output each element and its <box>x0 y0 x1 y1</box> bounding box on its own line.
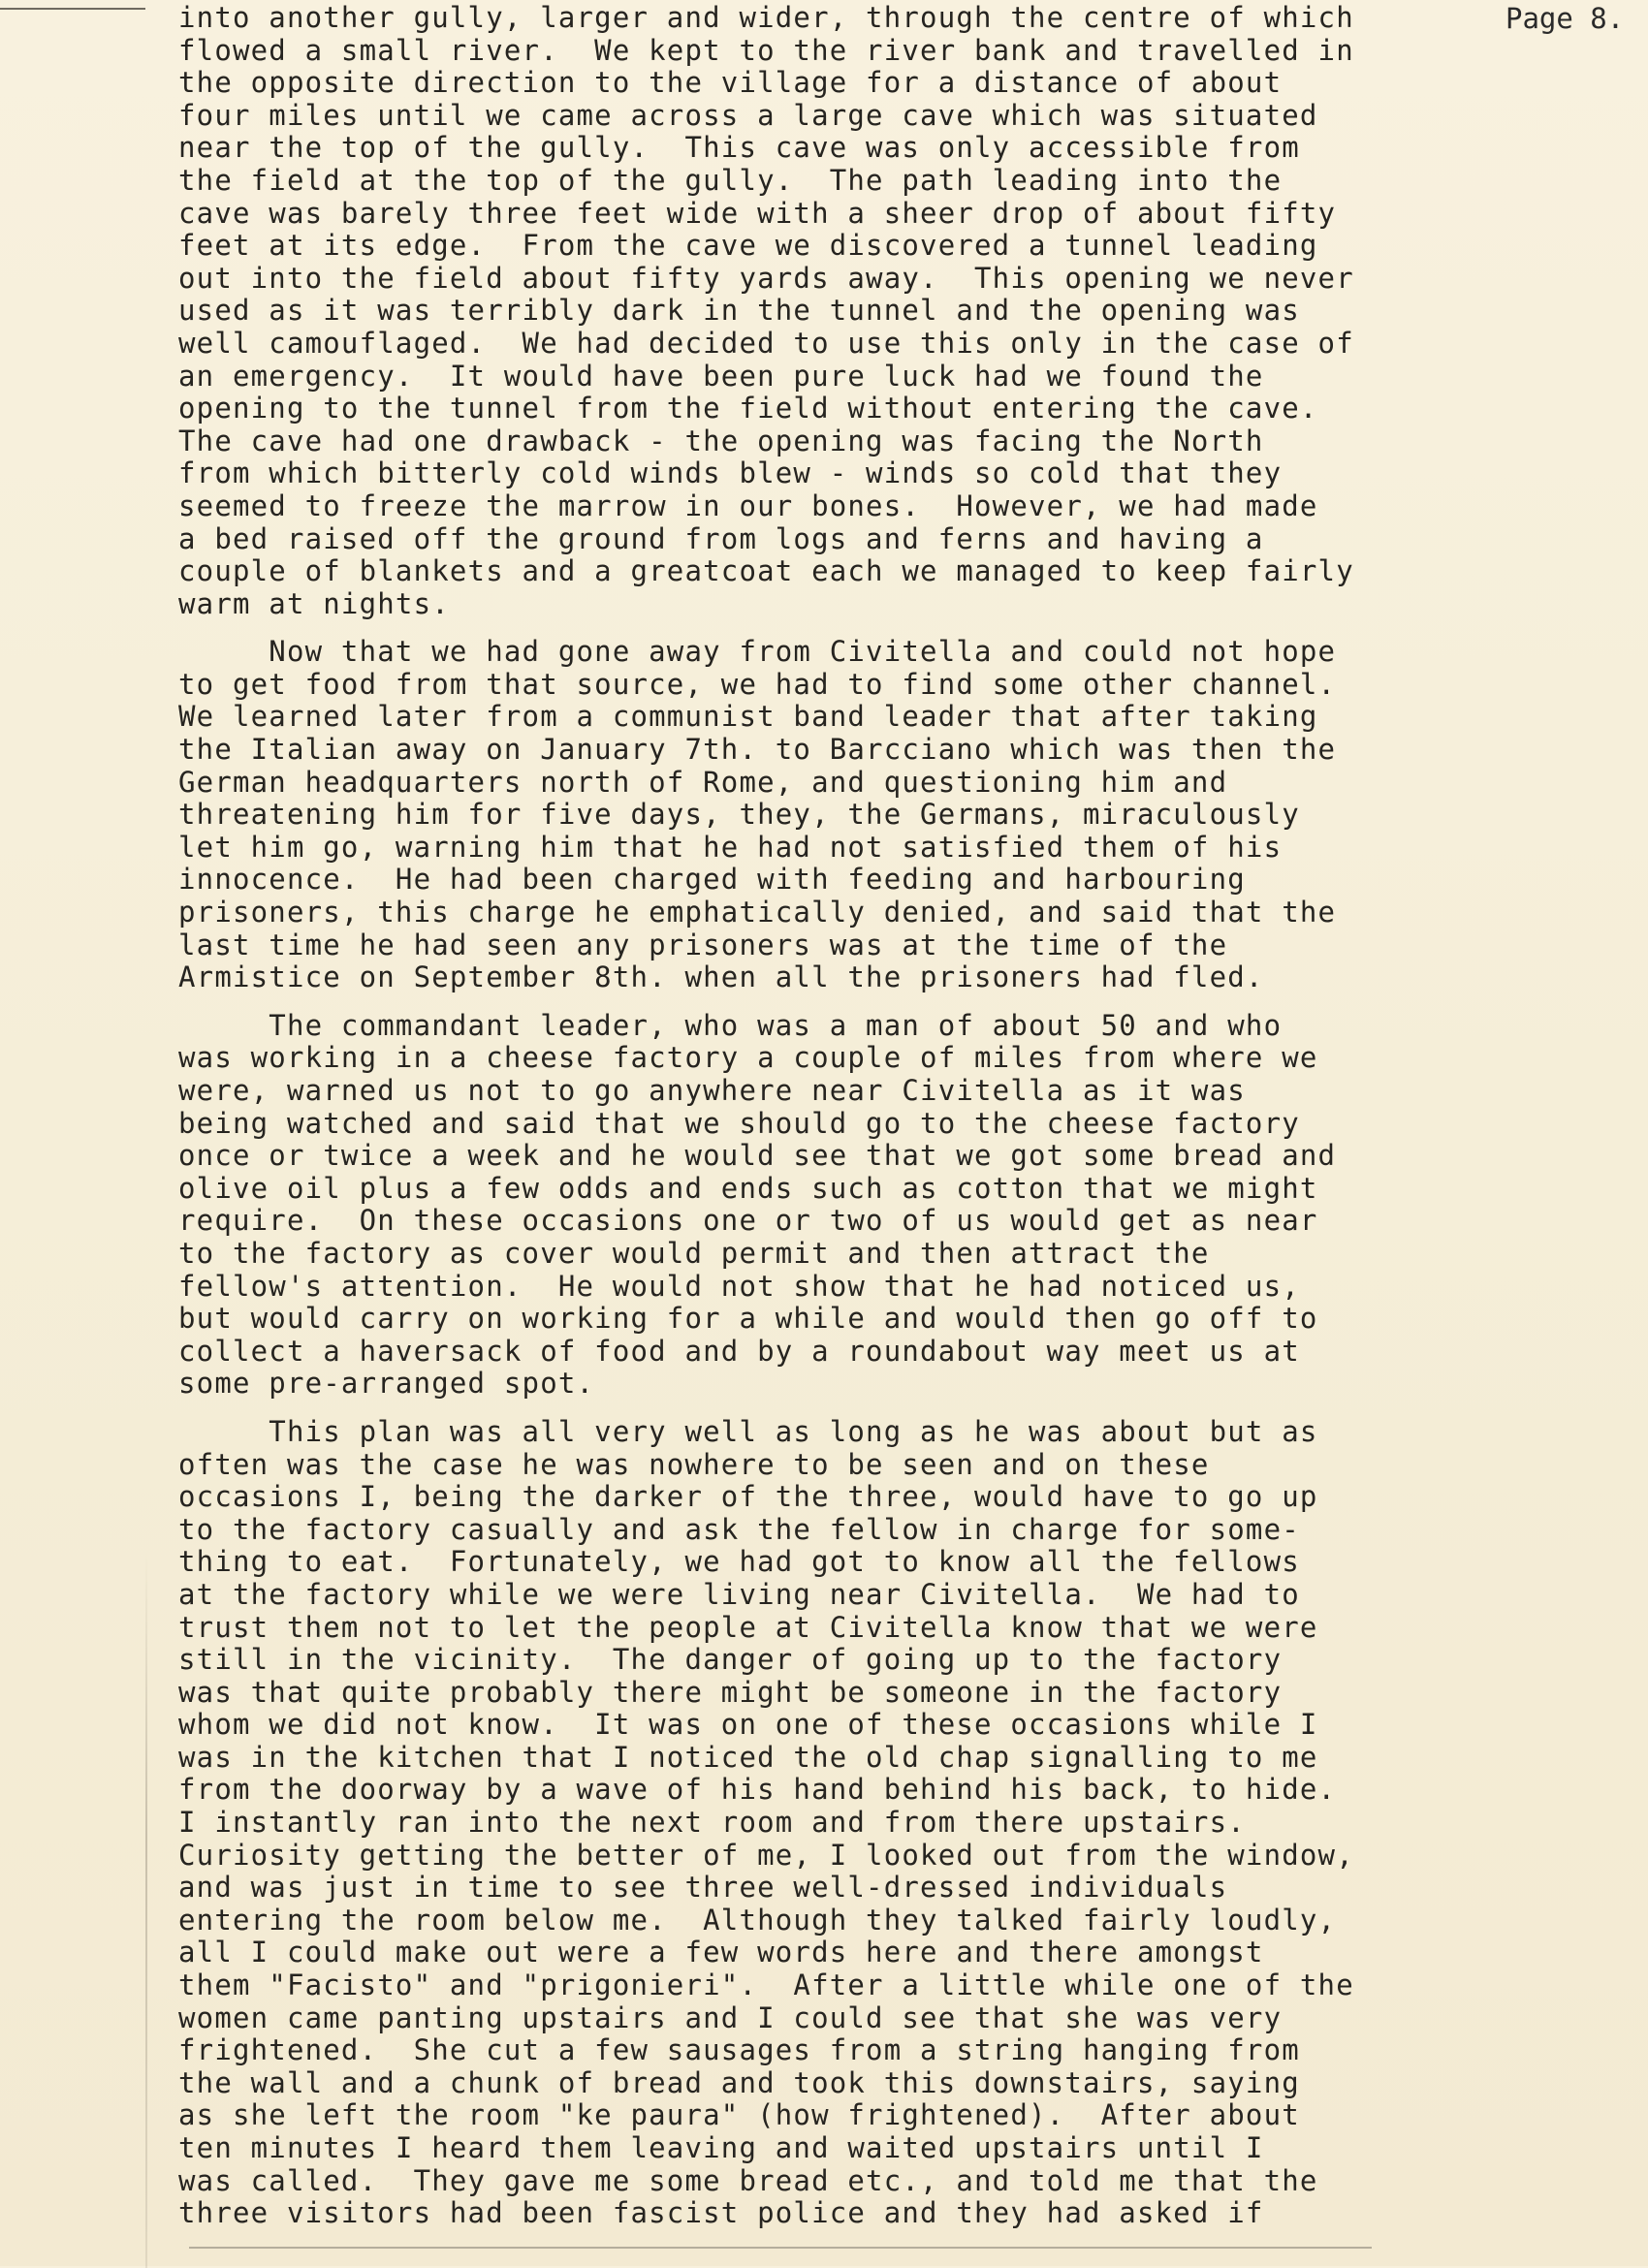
paragraph-factory-visit: This plan was all very well as long as he was about but as often was the case he was nowhere to be seen and on these occasions I, being the darker of the three, would have to go up to the factory casually and ask the fellow in charge for some- thing to eat. Fortunately, we had got to know all the fellows at the factory while we were living near Civitella. We had to trust them not to let the people at Civitella know that we were still in the vicinity. The danger of going up to the factory was that quite probably there might be someone in the factory whom we did not know. It was on one of these occasions while I was in the kitchen that I noticed the old chap signalling to me from the doorway by a wave of his hand behind his back, to hide. I instantly ran into the next room and from there upstairs. Curiosity getting the better of me, I looked out from the window, and was just in time to see three well-dressed individuals entering the room below me. Although they talked fairly loudly, all I could make out were a few words here and there amongst them "Facisto" and "prigonieri". After a little while one of the women came panting upstairs and I could see that she was very frightened. She cut a few sausages from a string hanging from the wall and a chunk of bread and took this downstairs, saying as she left the room "ke paura" (how frightened). After about ten minutes I heard them leaving and waited upstairs until I was called. They gave me some bread etc., and told me that the three visitors had been fascist police and they had asked if <box>178 1414 1354 2230</box>
bottom-rule-line <box>189 2247 1372 2249</box>
paragraph-cave: into another gully, larger and wider, through the centre of which flowed a small river. We kept to the river bank and travelled in the opposite direction to the village for a distance of about four miles until we came across a large cave which was situated near the top of the gully. This cave was only accessible from the field at the top of the gully. The path leading into the cave was barely three feet wide with a sheer drop of about fifty feet at its edge. From the cave we discovered a tunnel leading out into the field about fifty yards away. This opening we never used as it was terribly dark in the tunnel and the opening was well camouflaged. We had decided to use this only in the case of an emergency. It would have been pure luck had we found the opening to the tunnel from the field without entering the cave. The cave had one drawback - the opening was facing the North from which bitterly cold winds blew - winds so cold that they seemed to freeze the marrow in our bones. However, we had made a bed raised off the ground from logs and ferns and having a couple of blankets and a greatcoat each we managed to keep fairly warm at nights. <box>178 1 1354 620</box>
paper-crease <box>145 1551 147 2268</box>
paragraph-commandant: The commandant leader, who was a man of about 50 and who was working in a cheese factory a couple of miles from where we were, warned us not to go anywhere near Civitella as it was being watched and said that we should go to the cheese factory once or twice a week and he would see that we got some bread and olive oil plus a few odds and ends such as cotton that we might require. On these occasions one or two of us would get as near to the factory as cover would permit and then attract the fellow's attention. He would not show that he had noticed us, but would carry on working for a while and would then go off to collect a haversack of food and by a roundabout way meet us at some pre-arranged spot. <box>178 1008 1337 1401</box>
paragraph-food-source: Now that we had gone away from Civitella and could not hope to get food from that source, we had to find some other channel. We learned later from a communist band leader that after taking the Italian away on January 7th. to Barcciano which was then the German headquarters north of Rome, and questioning him and threatening him for five days, they, the Germans, miraculously let him go, warning him that he had not satisfied them of his innocence. He had been charged with feeding and harbouring prisoners, this charge he emphatically denied, and said that the last time he had seen any prisoners was at the time of the Armistice on September 8th. when all the prisoners had fled. <box>178 635 1337 994</box>
top-rule-line <box>0 8 145 10</box>
page-number: Page 8. <box>1505 2 1625 35</box>
typed-text-body <box>178 2 1468 2230</box>
